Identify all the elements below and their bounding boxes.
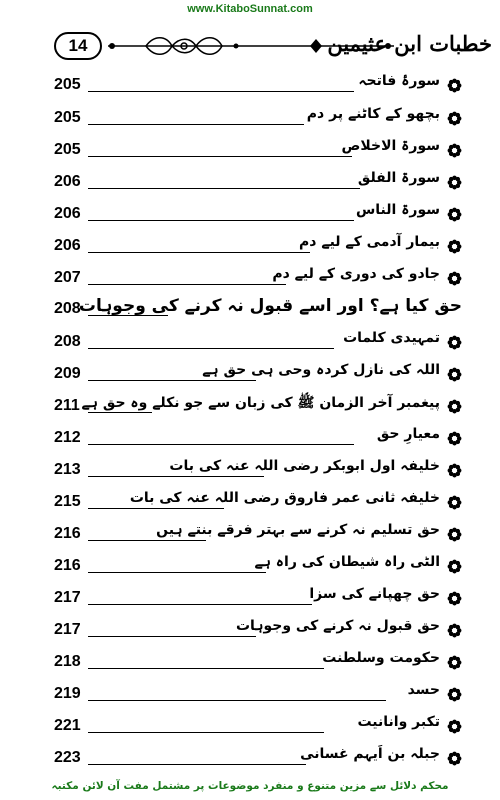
- toc-leader-line: [88, 348, 334, 349]
- toc-entry[interactable]: [0, 550, 500, 582]
- toc-leader-line: [88, 668, 324, 669]
- flower-bullet-icon: [447, 367, 462, 382]
- toc-entry-title: معیارِ حق: [376, 426, 440, 442]
- toc-page-number: 207: [54, 269, 81, 286]
- toc-leader-line: [88, 604, 312, 605]
- toc-page-number: 205: [54, 109, 81, 126]
- toc-page-number: 223: [54, 749, 81, 766]
- toc-entry[interactable]: [0, 646, 500, 678]
- flower-bullet-icon: [447, 111, 462, 126]
- toc-entry-title: جبلہ بن اَیہم غسانی: [300, 746, 440, 762]
- toc-page-number: 208: [54, 333, 81, 350]
- toc-page-number: 206: [54, 237, 81, 254]
- toc-page-number: 218: [54, 653, 81, 670]
- site-url[interactable]: www.KitaboSunnat.com: [187, 3, 313, 15]
- toc-leader-line: [88, 91, 354, 92]
- toc-entry[interactable]: [0, 69, 500, 101]
- toc-entry-title: حکومت وسلطنت: [322, 650, 440, 666]
- toc-section-heading: حق کیا ہے؟ اور اسے قبول نہ کرنے کی وجوہات: [78, 296, 462, 316]
- flower-bullet-icon: [447, 559, 462, 574]
- toc-entry-title: تکبر وانانیت: [357, 714, 440, 730]
- flower-bullet-icon: [447, 78, 462, 93]
- book-title: خطبات ابن عثیمین: [327, 31, 492, 56]
- toc-entry[interactable]: [0, 134, 500, 166]
- flower-bullet-icon: [447, 623, 462, 638]
- flower-bullet-icon: [447, 751, 462, 766]
- toc-entry[interactable]: [0, 518, 500, 550]
- flower-bullet-icon: [447, 271, 462, 286]
- toc-page-number: 209: [54, 365, 81, 382]
- flower-bullet-icon: [447, 527, 462, 542]
- toc-entry[interactable]: [0, 390, 500, 422]
- page-header: [40, 28, 492, 64]
- toc-page-number: 205: [54, 76, 81, 93]
- toc-leader-line: [88, 508, 224, 509]
- toc-entry[interactable]: [0, 486, 500, 518]
- flower-bullet-icon: [447, 207, 462, 222]
- toc-entry[interactable]: [0, 678, 500, 710]
- toc-entry[interactable]: [0, 326, 500, 358]
- toc-entry[interactable]: [0, 262, 500, 294]
- flower-bullet-icon: [447, 431, 462, 446]
- flower-bullet-icon: [447, 175, 462, 190]
- toc-leader-line: [88, 252, 310, 253]
- toc-entry-title: پیغمبر آخر الزمان ﷺ کی زبان سے جو نکلے وہ حق ہے: [81, 395, 440, 411]
- toc-page-number: 216: [54, 525, 81, 542]
- toc-entry[interactable]: [0, 293, 500, 325]
- toc-page-number: 221: [54, 717, 81, 734]
- toc-entry-title: خلیفہ اول ابوبکر رضی اللہ عنہ کی بات: [169, 458, 440, 474]
- toc-leader-line: [88, 284, 286, 285]
- flower-bullet-icon: [447, 399, 462, 414]
- toc-entry[interactable]: [0, 454, 500, 486]
- toc-entry-title: سورۃ الاخلاص: [341, 138, 440, 154]
- toc-leader-line: [88, 476, 264, 477]
- toc-page-number: 213: [54, 461, 81, 478]
- toc-entry-title: حق قبول نہ کرنے کی وجوہات: [235, 618, 440, 634]
- toc-leader-line: [88, 156, 352, 157]
- flower-bullet-icon: [447, 335, 462, 350]
- toc-entry-title: حسد: [407, 682, 440, 698]
- toc-entry-title: تمہیدی کلمات: [343, 330, 440, 346]
- toc-entry-title: اللہ کی نازل کردہ وحی ہی حق ہے: [202, 362, 440, 378]
- toc-page-number: 212: [54, 429, 81, 446]
- toc-page-number: 211: [54, 397, 80, 414]
- toc-entry-title: سورۃ الفلق: [357, 170, 440, 186]
- toc-leader-line: [88, 220, 354, 221]
- toc-entry-title: الٹی راہ شیطان کی راہ ہے: [254, 554, 440, 570]
- flower-bullet-icon: [447, 719, 462, 734]
- toc-entry[interactable]: [0, 710, 500, 742]
- toc-entry[interactable]: [0, 198, 500, 230]
- flower-bullet-icon: [447, 495, 462, 510]
- toc-page-number: 219: [54, 685, 81, 702]
- toc-entry-title: خلیفہ ثانی عمر فاروق رضی اللہ عنہ کی بات: [129, 490, 440, 506]
- flower-bullet-icon: [447, 143, 462, 158]
- toc-entry[interactable]: [0, 230, 500, 262]
- flower-bullet-icon: [447, 655, 462, 670]
- toc-page-number: 208: [54, 300, 81, 317]
- toc-page-number: 217: [54, 621, 81, 638]
- toc-leader-line: [88, 572, 266, 573]
- toc-page-number: 217: [54, 589, 81, 606]
- toc-page-number: 205: [54, 141, 81, 158]
- toc-leader-line: [88, 732, 324, 733]
- toc-entry-title: حق تسلیم نہ کرنے سے بہتر فرقے بنتے ہیں: [156, 522, 440, 538]
- toc-page-number: 215: [54, 493, 81, 510]
- toc-leader-line: [88, 188, 360, 189]
- toc-entry[interactable]: [0, 358, 500, 390]
- flower-bullet-icon: [447, 687, 462, 702]
- toc-page-number: 206: [54, 173, 81, 190]
- toc-entry[interactable]: [0, 422, 500, 454]
- flower-bullet-icon: [447, 463, 462, 478]
- toc-entry-title: بیمار آدمی کے لیے دم: [299, 234, 440, 250]
- page-number: 14: [54, 32, 102, 60]
- flower-bullet-icon: [447, 591, 462, 606]
- toc-entry[interactable]: [0, 614, 500, 646]
- toc-leader-line: [88, 700, 386, 701]
- toc-entry-title: سورۃ الناس: [355, 202, 440, 218]
- toc-page-number: 216: [54, 557, 81, 574]
- toc-entry[interactable]: [0, 742, 500, 774]
- flower-bullet-icon: [447, 239, 462, 254]
- toc-entry[interactable]: [0, 166, 500, 198]
- toc-entry[interactable]: [0, 582, 500, 614]
- toc-entry-title: جادو کی دوری کے لیے دم: [272, 266, 440, 282]
- toc-entry-title: حق چھپانے کی سزا: [309, 586, 440, 602]
- toc-leader-line: [88, 540, 206, 541]
- toc-leader-line: [88, 380, 256, 381]
- toc-entry[interactable]: [0, 102, 500, 134]
- toc-entry-title: سورۂ فاتحہ: [358, 73, 440, 89]
- toc-leader-line: [88, 636, 256, 637]
- toc-leader-line: [88, 764, 306, 765]
- toc-page-number: 206: [54, 205, 81, 222]
- toc-entry-title: بچھو کے کاٹنے پر دم: [306, 106, 440, 122]
- toc-leader-line: [88, 124, 304, 125]
- footer-tagline: محکم دلائل سے مزین متنوع و منفرد موضوعات پر مشتمل مفت آن لائن مکتبہ: [51, 780, 449, 792]
- toc-leader-line: [88, 444, 354, 445]
